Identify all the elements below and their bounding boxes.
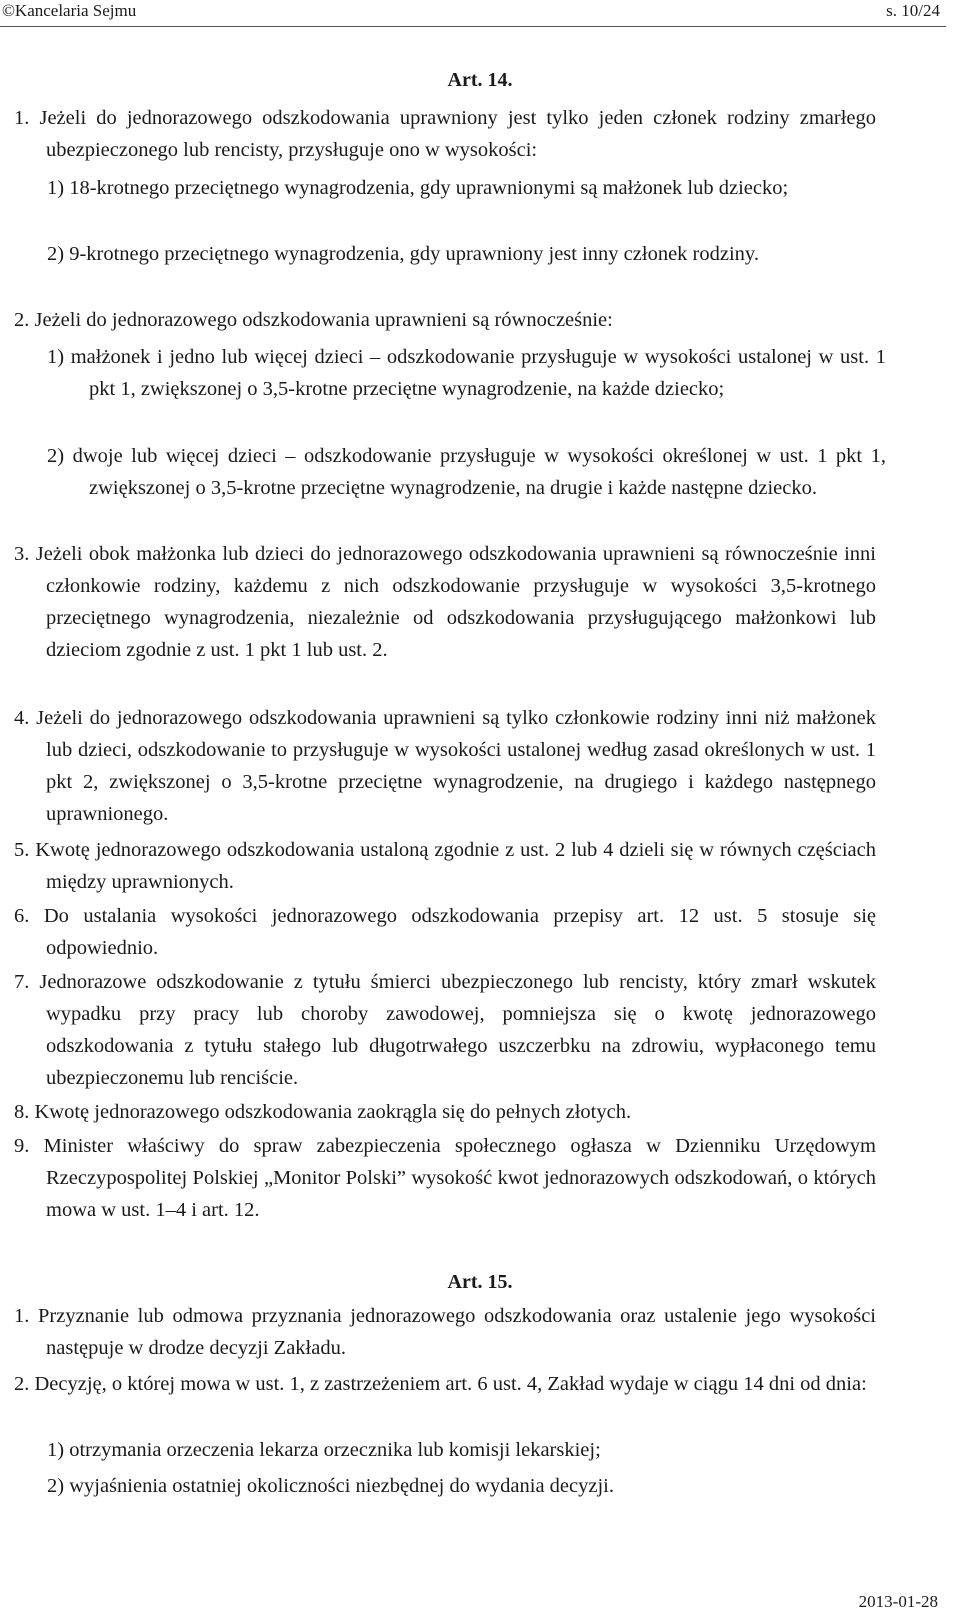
header-page-number: s. 10/24 [886, 1, 940, 20]
art15-ust1: 1. Przyznanie lub odmowa przyznania jednorazowego odszkodowania oraz ustalenie jego wysokości następuje w drodze decyzji Zakładu. [14, 1305, 876, 1359]
header-divider [0, 26, 946, 27]
art14-ust3: 3. Jeżeli obok małżonka lub dzieci do jednorazowego odszkodowania uprawnieni są równocześnie inni członkowie rodziny, każdemu z nich odszkodowanie przysługuje w wysokości 3,5-krotnego przeciętnego wynagrodzenia, niezależnie od odszkodowania przysługującego małżonkowi lub dzieciom zgodnie z ust. 1 pkt 1 lub ust. 2. [14, 543, 876, 661]
article-15-title: Art. 15. [447, 1271, 513, 1293]
art14-ust1-pkt1: 1) 18-krotnego przeciętnego wynagrodzenia, gdy uprawnionymi są małżonek lub dziecko; [47, 177, 789, 199]
article-14-title: Art. 14. [447, 69, 513, 91]
footer-date: 2013-01-28 [858, 1592, 938, 1611]
header-source: ©Kancelaria Sejmu [2, 1, 137, 20]
art14-ust7: 7. Jednorazowe odszkodowanie z tytułu śmierci ubezpieczonego lub rencisty, który zmarł wskutek wypadku przy pracy lub choroby zawodowej, pomniejsza się o kwotę jednorazowego odszkodowania z tytułu stałego lub długotrwałego uszczerbku na zdrowiu, wypłaconego temu ubezpieczonemu lub renciście. [14, 971, 876, 1089]
art14-ust8: 8. Kwotę jednorazowego odszkodowania zaokrągla się do pełnych złotych. [14, 1101, 632, 1123]
art15-ust2-pkt1: 1) otrzymania orzeczenia lekarza orzecznika lub komisji lekarskiej; [47, 1439, 601, 1461]
art14-ust1: 1. Jeżeli do jednorazowego odszkodowania uprawniony jest tylko jeden członek rodziny zmarłego ubezpieczonego lub rencisty, przysługuje ono w wysokości: [14, 107, 876, 161]
art14-ust1-pkt2: 2) 9-krotnego przeciętnego wynagrodzenia, gdy uprawniony jest inny członek rodziny. [47, 243, 759, 265]
art14-ust5: 5. Kwotę jednorazowego odszkodowania ustaloną zgodnie z ust. 2 lub 4 dzieli się w równych częściach między uprawnionych. [14, 839, 876, 893]
art14-ust9: 9. Minister właściwy do spraw zabezpieczenia społecznego ogłasza w Dzienniku Urzędowym Rzeczypospolitej Polskiej „Monitor Polski” wysokość kwot jednorazowych odszkodowań, o których mowa w ust. 1–4 i art. 12. [14, 1135, 876, 1221]
art14-ust2: 2. Jeżeli do jednorazowego odszkodowania uprawnieni są równocześnie: [14, 309, 613, 331]
art14-ust2-pkt2: 2) dwoje lub więcej dzieci – odszkodowanie przysługuje w wysokości określonej w ust. 1 pkt 1, zwiększonej o 3,5-krotne przeciętne wynagrodzenie, na drugie i każde następne dziecko. [47, 445, 886, 499]
art15-ust2: 2. Decyzję, o której mowa w ust. 1, z zastrzeżeniem art. 6 ust. 4, Zakład wydaje w ciągu 14 dni od dnia: [14, 1373, 867, 1395]
art14-ust2-pkt1: 1) małżonek i jedno lub więcej dzieci – odszkodowanie przysługuje w wysokości ustalonej w ust. 1 pkt 1, zwiększonej o 3,5-krotne przeciętne wynagrodzenie, na każde dziecko; [47, 346, 886, 400]
art14-ust4: 4. Jeżeli do jednorazowego odszkodowania uprawnieni są tylko członkowie rodziny inni niż małżonek lub dzieci, odszkodowanie to przysługuje w wysokości ustalonej według zasad określonych w ust. 1 pkt 2, zwiększonej o 3,5-krotne przeciętne wynagrodzenie, na drugiego i każdego następnego uprawnionego. [14, 707, 876, 825]
art15-ust2-pkt2: 2) wyjaśnienia ostatniej okoliczności niezbędnej do wydania decyzji. [47, 1475, 614, 1497]
art14-ust6: 6. Do ustalania wysokości jednorazowego odszkodowania przepisy art. 12 ust. 5 stosuje się odpowiednio. [14, 905, 876, 959]
